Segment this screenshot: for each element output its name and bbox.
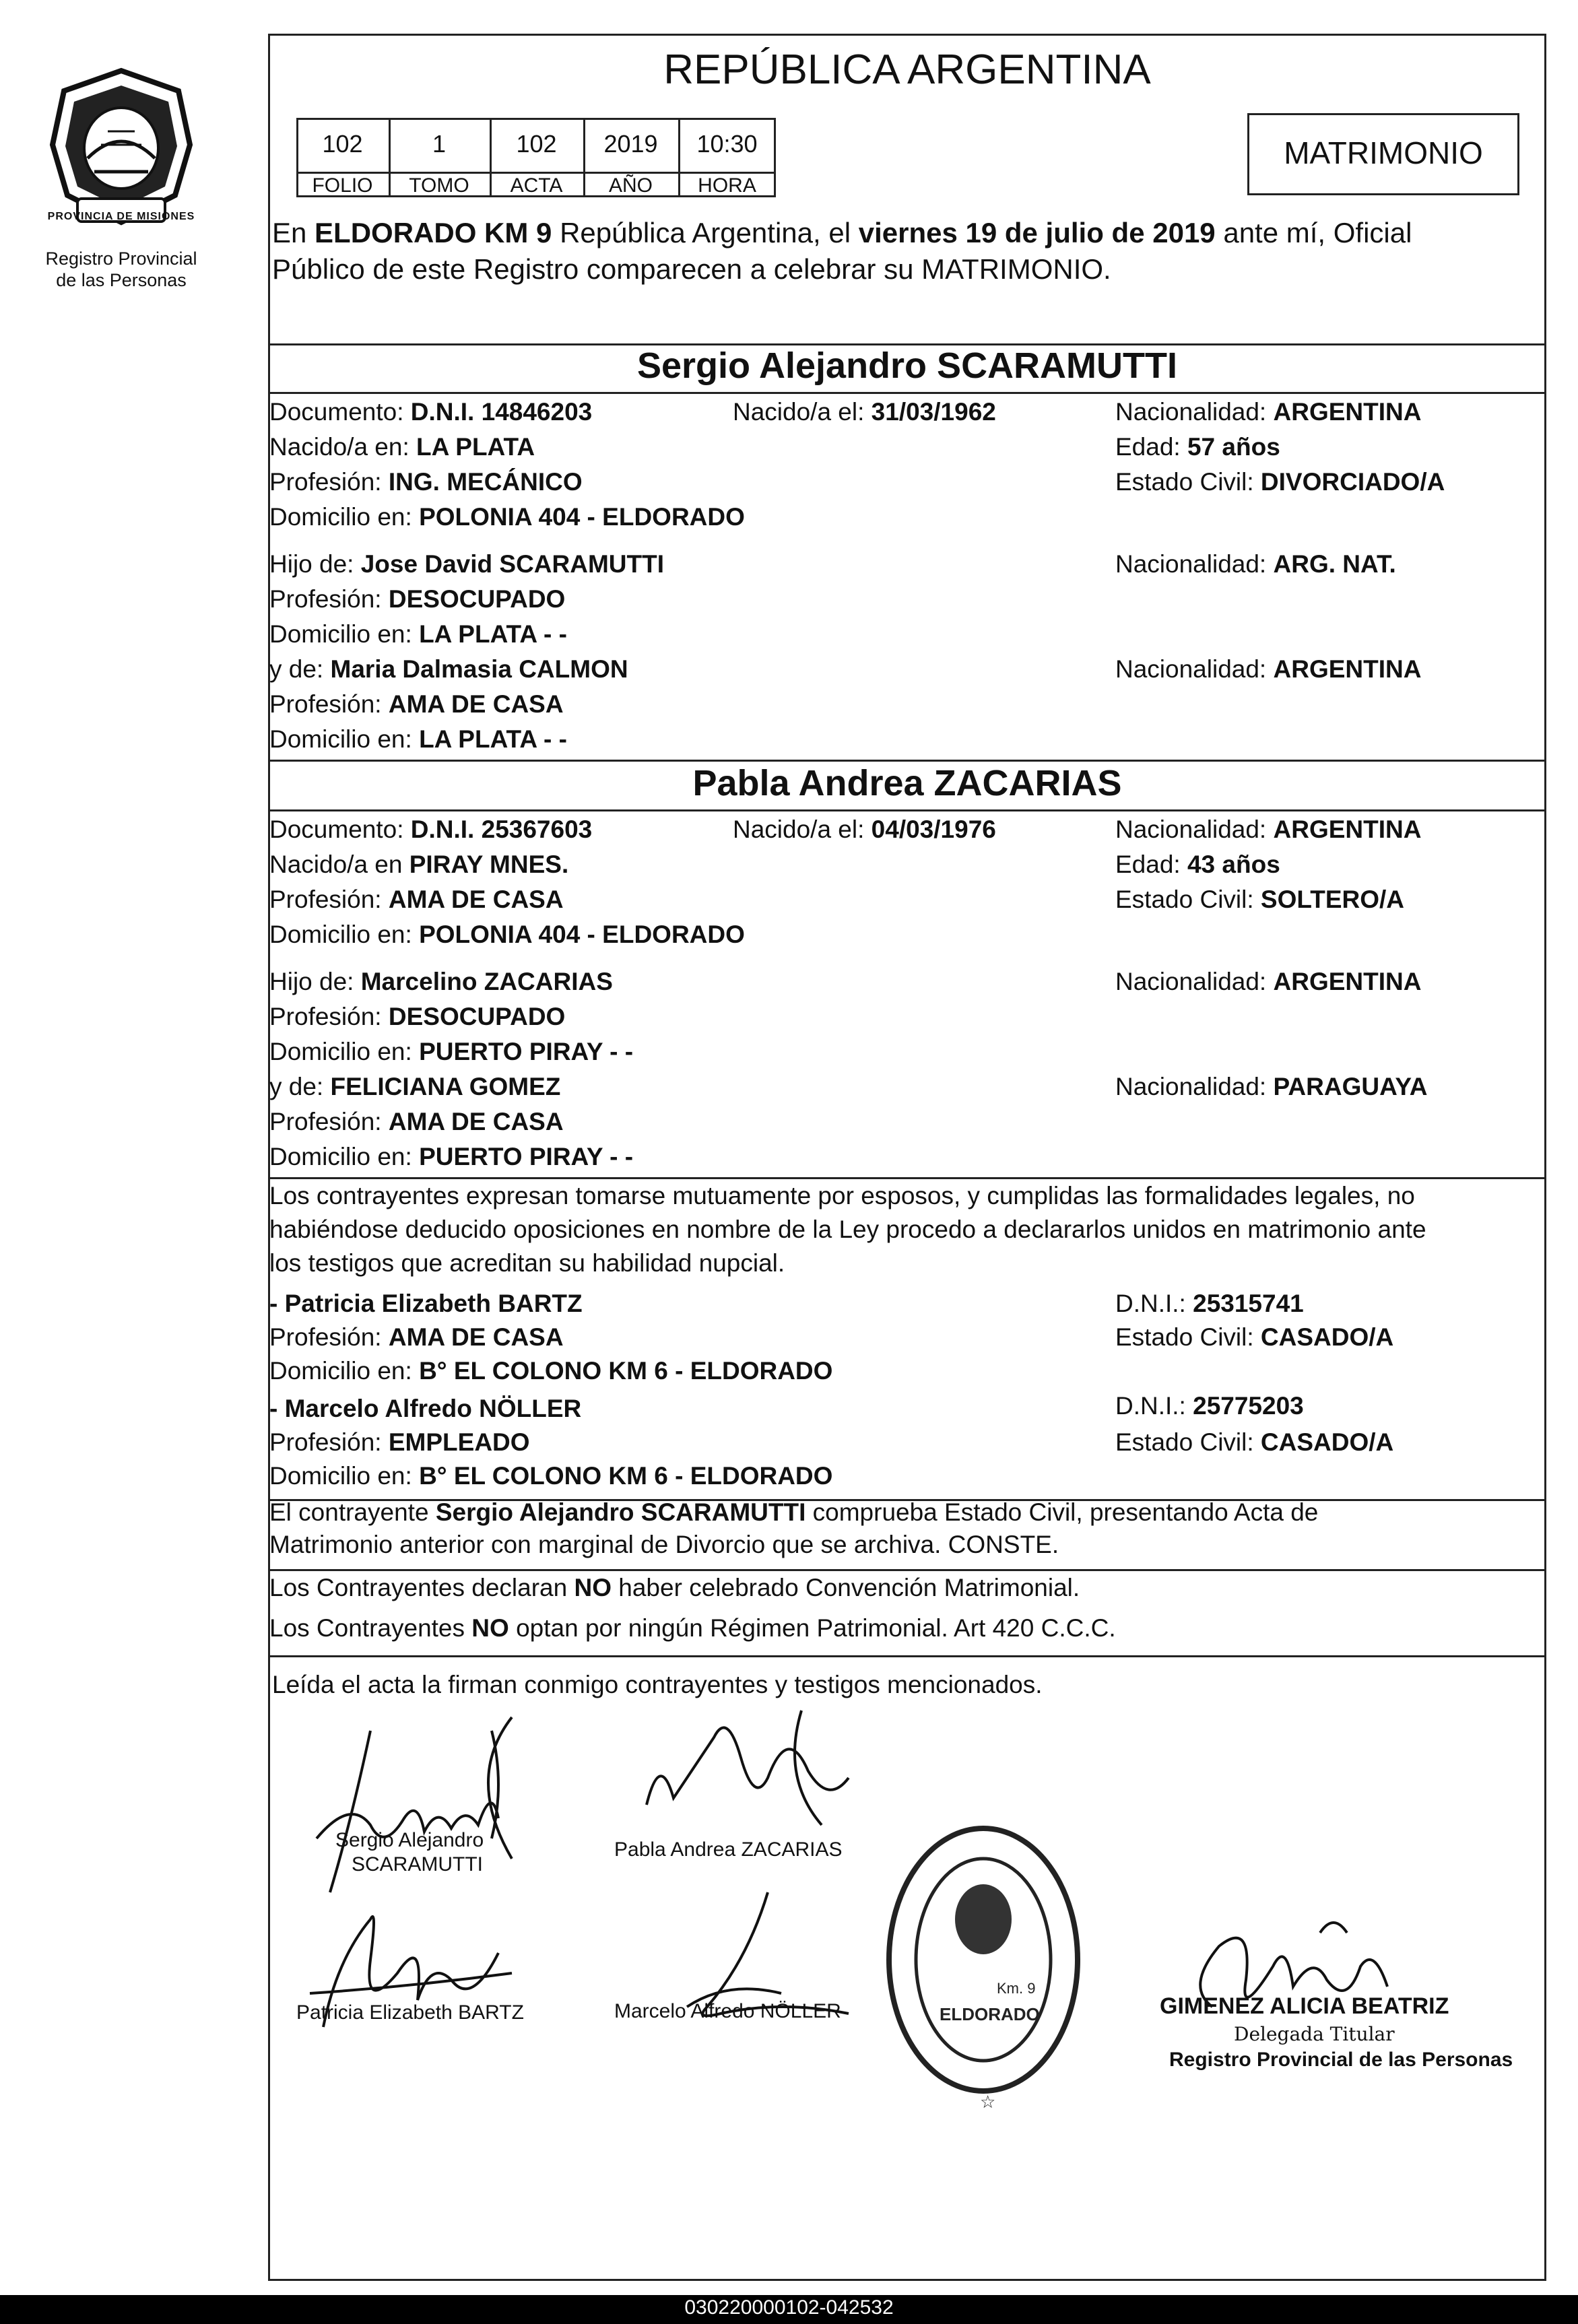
footer-code: 030220000102-042532 <box>684 2296 894 2319</box>
spouse1-father-profesion: Profesión: DESOCUPADO <box>269 585 566 613</box>
spouse1-nacido-el: Nacido/a el: 31/03/1962 <box>733 398 996 426</box>
acta-value: 102 <box>516 130 557 158</box>
sig2-name: Pabla Andrea ZACARIAS <box>614 1838 843 1861</box>
spouse1-name: Sergio Alejandro SCARAMUTTI <box>636 345 1178 386</box>
witness2-name: - Marcelo Alfredo NÖLLER <box>269 1395 582 1422</box>
witness2-profesion: Profesión: EMPLEADO <box>269 1428 530 1456</box>
spouse2-father-domicilio: Domicilio en: PUERTO PIRAY - - <box>269 1038 634 1065</box>
spouse2-documento: Documento: D.N.I. 25367603 <box>269 816 593 843</box>
spouse1-nacionalidad: Nacionalidad: ARGENTINA <box>1115 398 1422 426</box>
spouse2-nacido-el: Nacido/a el: 04/03/1976 <box>733 816 996 843</box>
anio-label: AÑO <box>608 174 653 197</box>
svg-text:Km. 9: Km. 9 <box>997 1980 1036 1997</box>
anio-value: 2019 <box>603 130 658 158</box>
note-line2: Matrimonio anterior con marginal de Divorcio que se archiva. CONSTE. <box>269 1531 1059 1558</box>
declaration-line1: Los contrayentes expresan tomarse mutuamente por esposos, y cumplidas las formalidades legales, no <box>269 1182 1415 1209</box>
spouse1-edad: Edad: 57 años <box>1115 433 1280 461</box>
spouse1-nacido-en: Nacido/a en: LA PLATA <box>269 433 535 461</box>
spouse2-mother-domicilio: Domicilio en: PUERTO PIRAY - - <box>269 1143 634 1170</box>
registry-label <box>20 248 222 291</box>
logo-caption: PROVINCIA DE MISIONES <box>47 211 195 222</box>
spouse1-father-nacionalidad: Nacionalidad: ARG. NAT. <box>1115 550 1396 578</box>
spouse2-domicilio: Domicilio en: POLONIA 404 - ELDORADO <box>269 921 745 948</box>
regime-line1: Los Contrayentes declaran NO haber celebrado Convención Matrimonial. <box>269 1574 1080 1601</box>
witness1-dni: D.N.I.: 25315741 <box>1115 1290 1304 1317</box>
official-org: Registro Provincial de las Personas <box>1169 2049 1513 2071</box>
witness2-domicilio: Domicilio en: B° EL COLONO KM 6 - ELDORADO <box>269 1462 833 1490</box>
spouse2-nacionalidad: Nacionalidad: ARGENTINA <box>1115 816 1422 843</box>
intro-en: En <box>272 217 307 248</box>
witness1-estado-civil: Estado Civil: CASADO/A <box>1115 1323 1394 1351</box>
spouse1-father: Hijo de: Jose David SCARAMUTTI <box>269 550 664 578</box>
spouse2-name: Pabla Andrea ZACARIAS <box>692 763 1122 803</box>
doc-type: MATRIMONIO <box>1284 135 1483 170</box>
folio-value: 102 <box>322 130 363 158</box>
witness1-profesion: Profesión: AMA DE CASA <box>269 1323 564 1351</box>
spouse2-profesion: Profesión: AMA DE CASA <box>269 886 564 913</box>
acta-label: ACTA <box>510 174 563 197</box>
page-title: REPÚBLICA ARGENTINA <box>663 46 1151 93</box>
record-grid <box>296 118 776 197</box>
intro-line2: Público de este Registro comparecen a celebrar su MATRIMONIO. <box>272 253 1111 285</box>
spouse1-domicilio: Domicilio en: POLONIA 404 - ELDORADO <box>269 503 745 531</box>
spouse2-mother-profesion: Profesión: AMA DE CASA <box>269 1108 564 1135</box>
spouse2-estado-civil: Estado Civil: SOLTERO/A <box>1115 886 1405 913</box>
spouse2-father: Hijo de: Marcelino ZACARIAS <box>269 968 613 995</box>
sig4-name: Marcelo Alfredo NÖLLER <box>614 2000 841 2022</box>
spouse1-father-domicilio: Domicilio en: LA PLATA - - <box>269 620 567 648</box>
signatures-intro: Leída el acta la firman conmigo contrayentes y testigos mencionados. <box>272 1671 1043 1698</box>
intro-mid: República Argentina, el <box>560 217 851 248</box>
intro-end: ante mí, Oficial <box>1223 217 1412 248</box>
tomo-label: TOMO <box>409 174 469 197</box>
spouse2-father-nacionalidad: Nacionalidad: ARGENTINA <box>1115 968 1422 995</box>
witness2-estado-civil: Estado Civil: CASADO/A <box>1115 1428 1394 1456</box>
regime-line2: Los Contrayentes NO optan por ningún Régimen Patrimonial. Art 420 C.C.C. <box>269 1614 1116 1642</box>
folio-label: FOLIO <box>312 174 373 197</box>
spouse1-mother-domicilio: Domicilio en: LA PLATA - - <box>269 725 567 753</box>
tomo-value: 1 <box>432 130 447 158</box>
declaration-line3: los testigos que acreditan su habilidad nupcial. <box>269 1249 785 1277</box>
spouse2-father-profesion: Profesión: DESOCUPADO <box>269 1003 566 1030</box>
sig1-name-line1: Sergio Alejandro <box>335 1829 484 1851</box>
spouse2-mother-nacionalidad: Nacionalidad: PARAGUAYA <box>1115 1073 1428 1100</box>
spouse1-documento: Documento: D.N.I. 14846203 <box>269 398 593 426</box>
intro-place: ELDORADO KM 9 <box>315 217 552 248</box>
spouse1-mother-nacionalidad: Nacionalidad: ARGENTINA <box>1115 655 1422 683</box>
registry-label-line1: Registro Provincial <box>45 248 197 269</box>
registry-logo <box>40 64 202 239</box>
svg-text:ELDORADO: ELDORADO <box>940 2004 1040 2024</box>
spouse2-edad: Edad: 43 años <box>1115 851 1280 878</box>
hora-value: 10:30 <box>696 130 758 158</box>
spouse1-estado-civil: Estado Civil: DIVORCIADO/A <box>1115 468 1445 496</box>
witness2-dni: D.N.I.: 25775203 <box>1115 1392 1304 1420</box>
spouse1-mother-profesion: Profesión: AMA DE CASA <box>269 690 564 718</box>
intro-line1 <box>272 214 1542 252</box>
note-line1: El contrayente Sergio Alejandro SCARAMUTTI comprueba Estado Civil, presentando Acta de <box>269 1498 1319 1526</box>
sig1-name-line2: SCARAMUTTI <box>352 1853 483 1875</box>
spouse2-mother: y de: FELICIANA GOMEZ <box>269 1073 561 1100</box>
sig3-name: Patricia Elizabeth BARTZ <box>296 2001 524 2024</box>
witness1-domicilio: Domicilio en: B° EL COLONO KM 6 - ELDORADO <box>269 1357 833 1385</box>
hora-label: HORA <box>698 174 756 197</box>
official-role: Delegada Titular <box>1234 2023 1395 2045</box>
svg-text:☆: ☆ <box>980 2092 996 2113</box>
declaration-line2: habiéndose deducido oposiciones en nombre de la Ley procedo a declararlos unidos en matrimonio ante <box>269 1216 1426 1243</box>
spouse2-nacido-en: Nacido/a en PIRAY MNES. <box>269 851 569 878</box>
official-name: GIMENEZ ALICIA BEATRIZ <box>1160 1993 1449 2019</box>
spouse1-profesion: Profesión: ING. MECÁNICO <box>269 468 583 496</box>
witness1-name: - Patricia Elizabeth BARTZ <box>269 1290 583 1317</box>
registry-label-line2: de las Personas <box>56 270 187 290</box>
spouse1-mother: y de: Maria Dalmasia CALMON <box>269 655 628 683</box>
intro-date: viernes 19 de julio de 2019 <box>858 217 1216 248</box>
